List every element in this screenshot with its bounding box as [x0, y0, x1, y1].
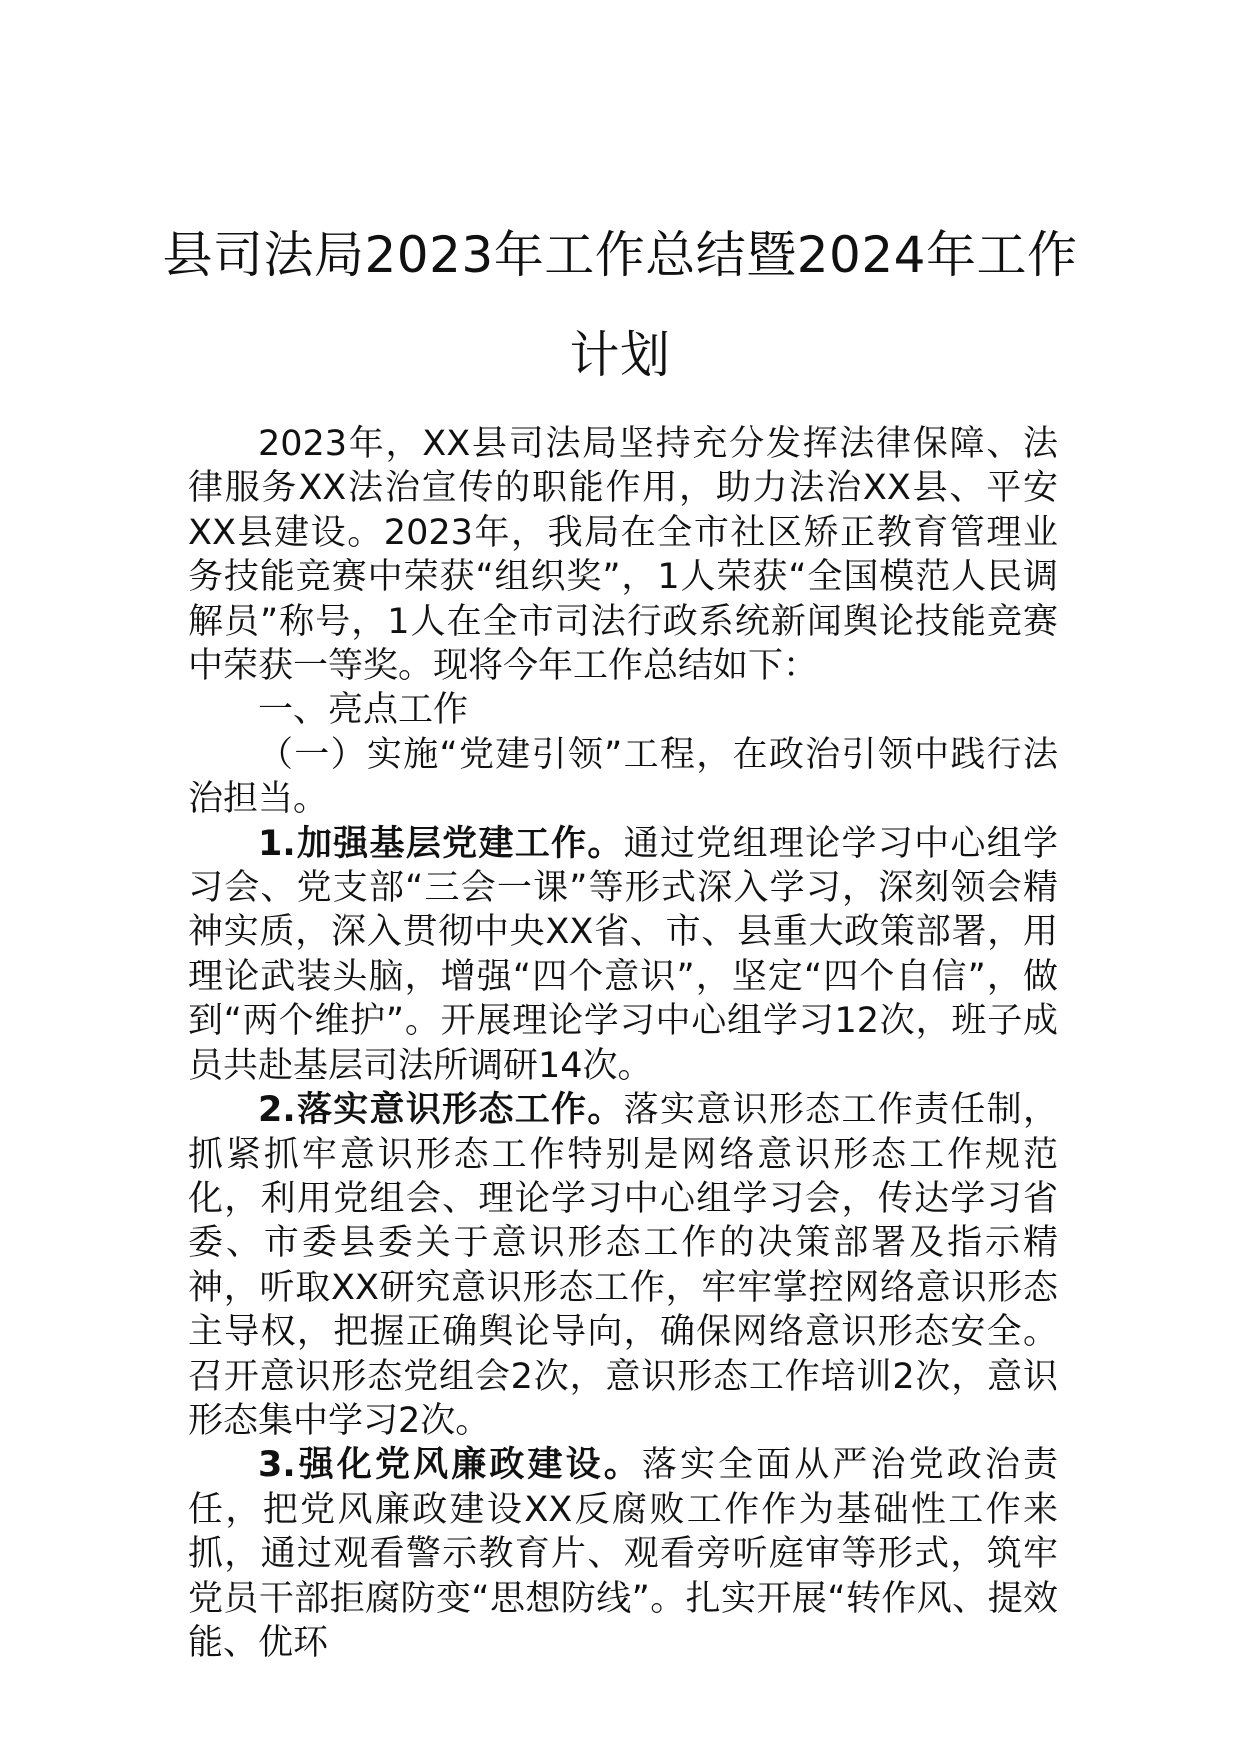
item-lead: 1.加强基层党建工作。	[258, 823, 624, 864]
paragraph-text: 2023年，XX县司法局坚持充分发挥法律保障、法律服务XX法治宣传的职能作用，助力法治XX县、平安XX县建设。2023年，我局在全市社区矫正教育管理业务技能竞赛中荣获“组织奖”，1人荣获“全国模范人民调解员”称号，1人在全市司法行政系统新闻舆论技能竞赛中荣获一等奖。现将今年工作总结如下：	[188, 424, 1058, 687]
item-paragraph	[188, 1443, 1058, 1665]
item-paragraph	[188, 822, 1058, 1088]
document-body	[188, 422, 1058, 1665]
paragraph-text: 一、亮点工作	[258, 690, 469, 731]
item-paragraph	[188, 1088, 1058, 1443]
paragraph-text: 通过党组理论学习中心组学习会、党支部“三会一课”等形式深入学习，深刻领会精神实质，深入贯彻中央XX省、市、县重大政策部署，用理论武装头脑，增强“四个意识”，坚定“四个自信”，做到“两个维护”。开展理论学习中心组学习12次，班子成员共赴基层司法所调研14次。	[188, 823, 1058, 1086]
item-lead: 3.强化党风廉政建设。	[258, 1445, 642, 1486]
item-lead: 2.落实意识形态工作。	[258, 1090, 624, 1131]
paragraph-text: 落实意识形态工作责任制，抓紧抓牢意识形态工作特别是网络意识形态工作规范化，利用党组会、理论学习中心组学习会，传达学习省委、市委县委关于意识形态工作的决策部署及指示精神，听取XX研究意识形态工作，牢牢掌控网络意识形态主导权，把握正确舆论导向，确保网络意识形态安全。召开意识形态党组会2次，意识形态工作培训2次，意识形态集中学习2次。	[188, 1090, 1058, 1441]
document-title: 县司法局2023年工作总结暨2024年工作计划	[162, 226, 1078, 384]
paragraph-text: （一）实施“党建引领”工程，在政治引领中践行法治担当。	[188, 734, 1058, 820]
intro-paragraph	[188, 422, 1058, 688]
subsection-heading	[188, 733, 1058, 822]
paragraph-text: 落实全面从严治党政治责任，把党风廉政建设XX反腐败工作作为基础性工作来抓，通过观看警示教育片、观看旁听庭审等形式，筑牢党员干部拒腐防变“思想防线”。扎实开展“转作风、提效能、优环	[188, 1445, 1058, 1663]
section-heading	[188, 688, 1058, 732]
